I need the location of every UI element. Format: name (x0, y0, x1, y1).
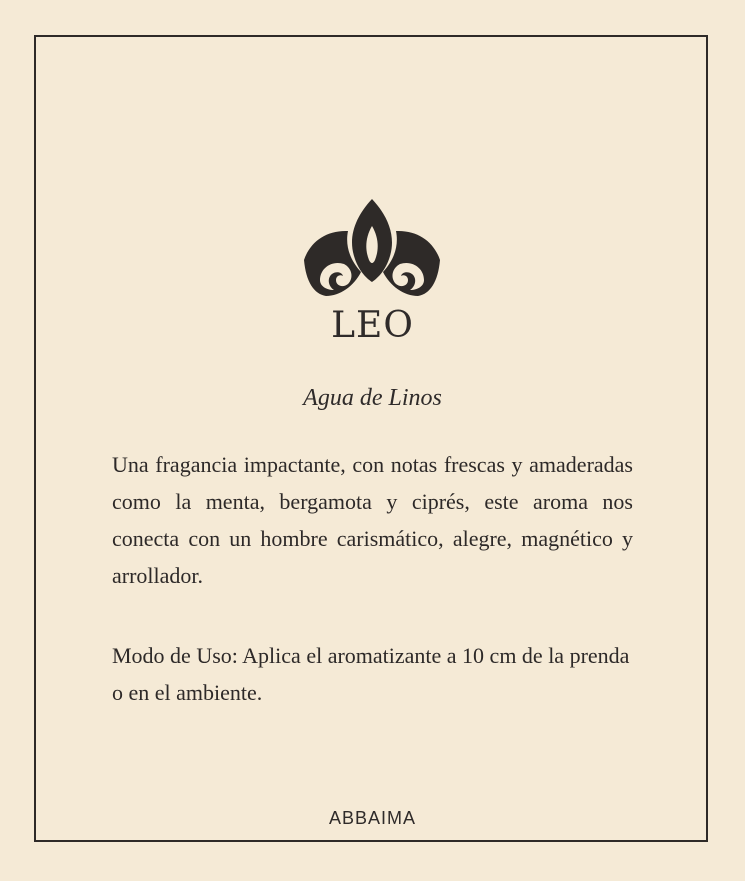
lotus-flower-icon (298, 194, 446, 304)
brand-name: ABBAIMA (328, 808, 417, 828)
card-frame (34, 35, 708, 842)
product-subtitle: Agua de Linos (303, 385, 442, 411)
fragrance-description: Una fragancia impactante, con notas frescas y amaderadas como la menta, bergamota y ciprés, este aroma nos conecta con un hombre carismático, alegre, magnético y arrollador. (112, 452, 633, 588)
usage-instructions: Modo de Uso: Aplica el aromatizante a 10 cm de la prenda o en el ambiente. (112, 643, 630, 705)
product-title: LEO (331, 305, 414, 346)
